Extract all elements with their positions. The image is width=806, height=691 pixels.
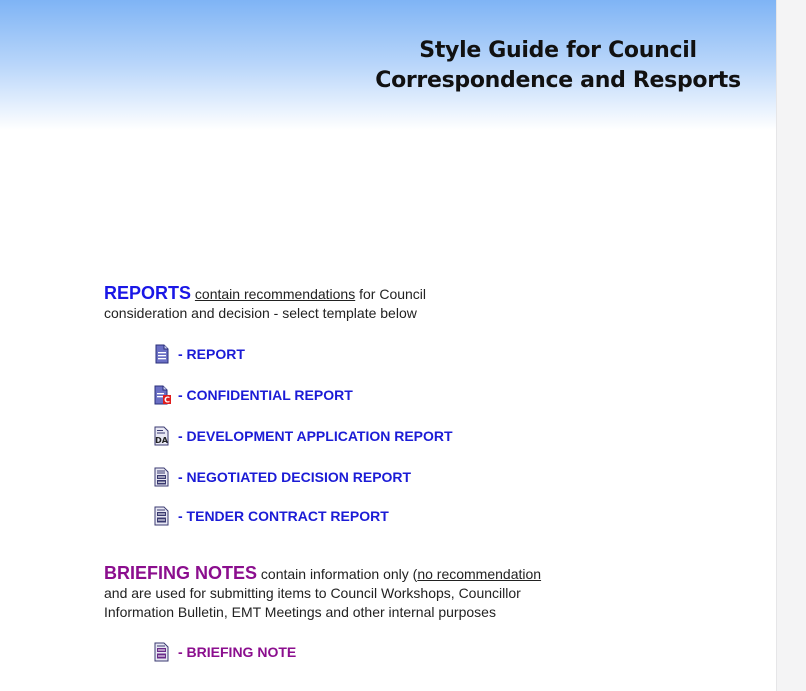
reports-intro [104, 284, 664, 304]
template-label-negotiated-decision-report: - NEGOTIATED DECISION REPORT [178, 469, 412, 485]
briefing-intro [104, 564, 644, 584]
document-icon [152, 344, 172, 364]
template-link-report[interactable] [152, 344, 245, 364]
template-label-confidential-report: - CONFIDENTIAL REPORT [178, 387, 353, 403]
page-title-line-1: Style Guide for Council [419, 38, 697, 63]
briefing-intro-line-2: and are used for submitting items to Council Workshops, Councillor [104, 585, 521, 601]
template-link-confidential-report[interactable] [152, 385, 353, 405]
svg-text:DA: DA [155, 436, 168, 445]
reports-underlined-text: contain recommendations [194, 286, 356, 302]
reports-keyword: REPORTS [104, 283, 192, 303]
confidential-document-icon [152, 385, 172, 405]
template-label-briefing-note: - BRIEFING NOTE [178, 644, 297, 660]
briefing-keyword: BRIEFING NOTES [104, 564, 258, 583]
page-title-line-2: Correspondence and Resports [375, 68, 741, 93]
tender-contract-document-icon [152, 506, 172, 526]
page-title [358, 36, 758, 96]
template-label-report: - REPORT [178, 346, 245, 362]
briefing-intro-line-3: Information Bulletin, EMT Meetings and other internal purposes [104, 604, 496, 620]
template-link-tender-contract-report[interactable] [152, 506, 389, 526]
template-label-development-application-report: - DEVELOPMENT APPLICATION REPORT [178, 428, 453, 444]
template-link-development-application-report[interactable] [152, 426, 453, 446]
reports-section [104, 283, 664, 524]
template-link-briefing-note[interactable] [152, 642, 296, 662]
template-label-tender-contract-report: - TENDER CONTRACT REPORT [178, 508, 389, 524]
side-panel [776, 0, 806, 691]
briefing-note-document-icon [152, 642, 172, 662]
da-document-icon [152, 426, 172, 446]
briefing-intro-rest: contain information only ( [257, 566, 418, 582]
neg-dec-document-icon [152, 467, 172, 487]
svg-text:C: C [164, 395, 170, 405]
reports-intro-rest: for Council [355, 286, 427, 302]
briefing-notes-section [104, 564, 664, 660]
briefing-underlined-text: no recommendation [417, 566, 542, 582]
reports-intro-line-2: consideration and decision - select template below [104, 305, 417, 321]
template-link-negotiated-decision-report[interactable] [152, 467, 411, 487]
